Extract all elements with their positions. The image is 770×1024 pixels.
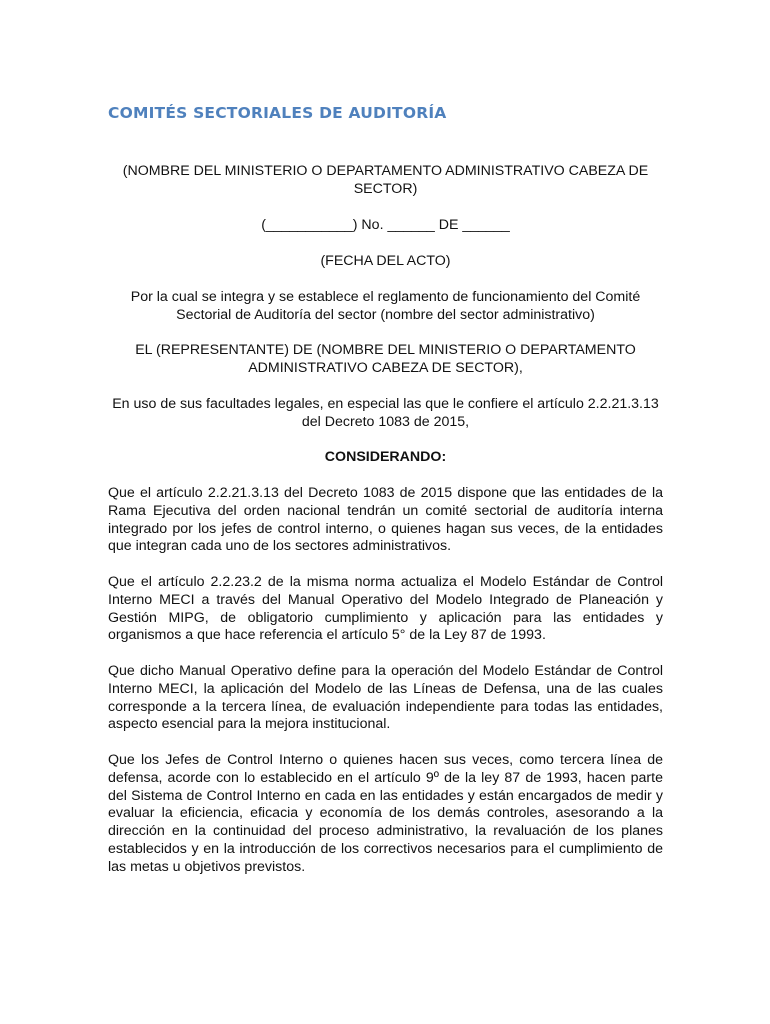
considering-paragraph-3: Que dicho Manual Operativo define para la operación del Modelo Estándar de Control Interno MECI, la aplicación del Modelo de las Líneas de Defensa, una de las cuales corresponde a la tercera línea, de evaluación independiente para todas las entidades, aspecto esencial para la mejora institucional. (108, 663, 663, 733)
act-number-line: (___________) No. ______ DE ______ (261, 217, 510, 233)
considering-paragraph-1: Que el artículo 2.2.21.3.13 del Decreto 1083 de 2015 dispone que las entidades de la Rama Ejecutiva del orden nacional tendrán un comité sectorial de auditoría interna integrado por los jefes de control interno, o quienes hagan sus veces, de la entidades que integran cada uno de los sectores administrativos. (108, 485, 663, 555)
considering-paragraph-2: Que el artículo 2.2.23.2 de la misma norma actualiza el Modelo Estándar de Control Interno MECI a través del Manual Operativo del Modelo Integrado de Planeación y Gestión MIPG, de obligatorio cumplimiento y aplicación para las entidades y organismos a que hace referencia el artículo 5° de la Ley 87 de 1993. (108, 574, 663, 644)
powers-paragraph: En uso de sus facultades legales, en especial las que le confiere el artículo 2.2.21.3.13 del Decreto 1083 de 2015, (112, 396, 659, 430)
act-date-line: (FECHA DEL ACTO) (320, 253, 451, 269)
subject-paragraph: Por la cual se integra y se establece el reglamento de funcionamiento del Comité Sectorial de Auditoría del sector (nombre del sector administrativo) (130, 289, 641, 323)
document-title: COMITÉS SECTORIALES DE AUDITORÍA (108, 104, 447, 122)
considering-heading: CONSIDERANDO: (324, 449, 447, 465)
considering-paragraph-4: Que los Jefes de Control Interno o quienes hacen sus veces, como tercera línea de defensa, acorde con lo establecido en el artículo 9º de la ley 87 de 1993, hacen parte del Sistema de Control Interno en cada en las entidades y están encargados de medir y evaluar la eficiencia, eficacia y economía de los demás controles, asesorando a la dirección en la continuidad del proceso administrativo, la revaluación de los planes establecidos y en la introducción de los correctivos necesarios para el cumplimiento de las metas u objetivos previstos. (108, 752, 663, 875)
representative-paragraph: EL (REPRESENTANTE) DE (NOMBRE DEL MINISTERIO O DEPARTAMENTO ADMINISTRATIVO CABEZA DE SECTOR), (135, 342, 636, 376)
ministry-line: (NOMBRE DEL MINISTERIO O DEPARTAMENTO ADMINISTRATIVO CABEZA DE SECTOR) (122, 163, 649, 197)
